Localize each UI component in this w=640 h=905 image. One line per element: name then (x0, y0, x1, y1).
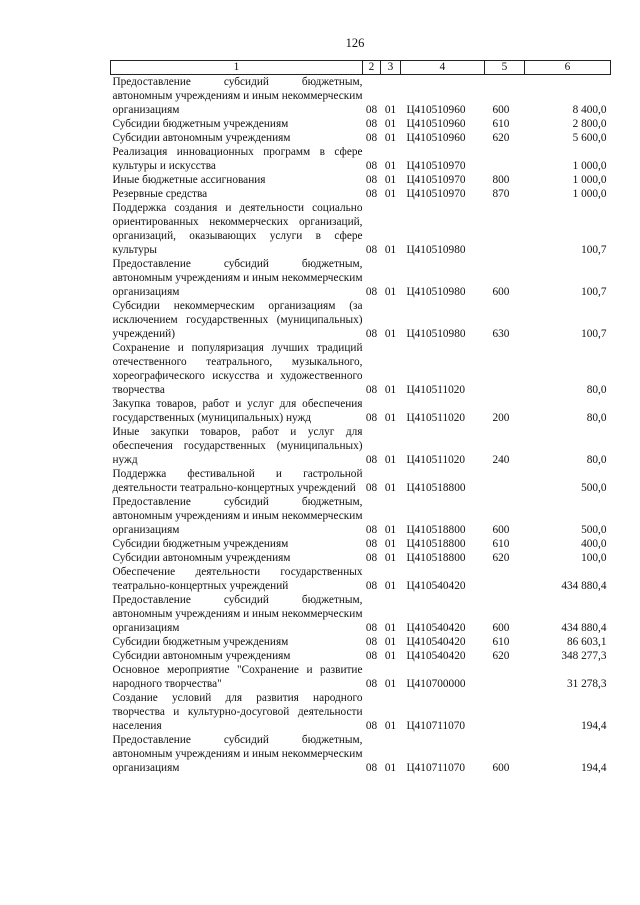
row-target-article: Ц410540420 (406, 650, 466, 662)
row-target-article: Ц410711070 (406, 720, 466, 732)
row-name: Обеспечение деятельности государственных театрально-концертных учреждений (112, 566, 363, 592)
row-target-article: Ц410510980 (406, 286, 466, 298)
row-section: 08 (365, 160, 378, 172)
row-amount: 1 000,0 (572, 160, 607, 172)
row-target-article: Ц410540420 (406, 622, 466, 634)
table-row (111, 593, 611, 635)
row-amount: 100,0 (581, 552, 607, 564)
row-section: 08 (365, 174, 378, 186)
table-row (111, 691, 611, 733)
row-subsection: 01 (384, 132, 397, 144)
table-row (111, 75, 611, 118)
row-subsection: 01 (384, 524, 397, 536)
page-number: 126 (345, 36, 365, 50)
row-subsection: 01 (384, 636, 397, 648)
row-subsection: 01 (384, 244, 397, 256)
row-amount: 31 278,3 (566, 678, 607, 690)
row-section: 08 (365, 580, 378, 592)
row-expense-type: 630 (492, 328, 510, 340)
header-col-3: 3 (381, 61, 401, 75)
table-row (111, 495, 611, 537)
table-body (111, 75, 611, 776)
row-name: Субсидии автономным учреждениям (112, 132, 291, 144)
budget-table (110, 60, 611, 775)
table-row (111, 257, 611, 299)
row-section: 08 (365, 678, 378, 690)
row-subsection: 01 (384, 104, 397, 116)
row-target-article: Ц410540420 (406, 580, 466, 592)
table-row (111, 131, 611, 145)
row-target-article: Ц410510970 (406, 174, 466, 186)
row-name: Субсидии некоммерческим организациям (за исключением государственных (муниципальных) учреждений) (112, 300, 363, 340)
row-section: 08 (365, 118, 378, 130)
row-amount: 1 000,0 (572, 188, 607, 200)
table-row (111, 425, 611, 467)
row-expense-type: 610 (492, 538, 510, 550)
row-amount: 1 000,0 (572, 174, 607, 186)
row-subsection: 01 (384, 454, 397, 466)
row-subsection: 01 (384, 118, 397, 130)
row-expense-type: 200 (492, 412, 510, 424)
header-col-5: 5 (485, 61, 525, 75)
row-subsection: 01 (384, 174, 397, 186)
row-target-article: Ц410518800 (406, 552, 466, 564)
table-row (111, 551, 611, 565)
row-expense-type (485, 201, 525, 257)
header-col-4: 4 (401, 61, 485, 75)
table-row (111, 145, 611, 173)
row-expense-type: 610 (492, 118, 510, 130)
row-name: Предоставление субсидий бюджетным, автономным учреждениям и иным некоммерческим организациям (112, 594, 363, 634)
row-amount: 80,0 (586, 454, 607, 466)
row-section: 08 (365, 454, 378, 466)
table-row (111, 649, 611, 663)
table-row (111, 663, 611, 691)
header-col-1: 1 (111, 61, 363, 75)
row-section: 08 (365, 650, 378, 662)
row-section: 08 (365, 552, 378, 564)
row-target-article: Ц410511020 (406, 412, 466, 424)
row-amount: 8 400,0 (572, 104, 607, 116)
row-expense-type: 600 (492, 622, 510, 634)
row-expense-type (485, 663, 525, 691)
row-subsection: 01 (384, 188, 397, 200)
row-name: Иные бюджетные ассигнования (112, 174, 266, 186)
row-subsection: 01 (384, 538, 397, 550)
row-subsection: 01 (384, 678, 397, 690)
row-name: Поддержка фестивальной и гастрольной деятельности театрально-концертных учреждений (112, 468, 363, 494)
row-section: 08 (365, 412, 378, 424)
row-amount: 80,0 (586, 412, 607, 424)
table-header (111, 61, 611, 75)
row-expense-type: 600 (492, 286, 510, 298)
row-amount: 500,0 (581, 482, 607, 494)
row-expense-type: 620 (492, 552, 510, 564)
row-amount: 434 880,4 (561, 622, 607, 634)
row-amount: 100,7 (581, 244, 607, 256)
row-amount: 348 277,3 (561, 650, 607, 662)
row-section: 08 (365, 132, 378, 144)
row-amount: 100,7 (581, 328, 607, 340)
row-amount: 400,0 (581, 538, 607, 550)
row-expense-type (485, 467, 525, 495)
table-row (111, 733, 611, 775)
row-expense-type: 870 (492, 188, 510, 200)
row-expense-type: 600 (492, 524, 510, 536)
row-name: Предоставление субсидий бюджетным, автономным учреждениям и иным некоммерческим организациям (112, 258, 363, 298)
row-target-article: Ц410511020 (406, 454, 466, 466)
row-target-article: Ц410518800 (406, 538, 466, 550)
table-row (111, 397, 611, 425)
row-amount: 194,4 (581, 762, 607, 774)
row-section: 08 (365, 104, 378, 116)
row-subsection: 01 (384, 328, 397, 340)
row-name: Основное мероприятие "Сохранение и развитие народного творчества" (112, 664, 363, 690)
row-amount: 194,4 (581, 720, 607, 732)
row-target-article: Ц410510970 (406, 160, 466, 172)
row-amount: 80,0 (586, 384, 607, 396)
row-target-article: Ц410700000 (406, 678, 466, 690)
row-expense-type (485, 341, 525, 397)
row-section: 08 (365, 538, 378, 550)
row-subsection: 01 (384, 482, 397, 494)
row-name: Предоставление субсидий бюджетным, автономным учреждениям и иным некоммерческим организациям (112, 734, 363, 774)
row-target-article: Ц410711070 (406, 762, 466, 774)
row-expense-type: 610 (492, 636, 510, 648)
row-expense-type (485, 565, 525, 593)
row-amount: 2 800,0 (572, 118, 607, 130)
row-section: 08 (365, 762, 378, 774)
row-name: Резервные средства (112, 188, 208, 200)
row-name: Поддержка создания и деятельности социально ориентированных некоммерческих организаций, организаций, оказывающих услуги в сфере культуры (112, 202, 363, 256)
table-row (111, 299, 611, 341)
row-name: Реализация инновационных программ в сфере культуры и искусства (112, 146, 363, 172)
row-expense-type: 600 (492, 762, 510, 774)
row-expense-type (485, 691, 525, 733)
row-subsection: 01 (384, 552, 397, 564)
table-row (111, 117, 611, 131)
row-subsection: 01 (384, 286, 397, 298)
row-name: Предоставление субсидий бюджетным, автономным учреждениям и иным некоммерческим организациям (112, 496, 363, 536)
row-name: Предоставление субсидий бюджетным, автономным учреждениям и иным некоммерческим организациям (112, 76, 363, 116)
row-amount: 5 600,0 (572, 132, 607, 144)
table-row (111, 173, 611, 187)
row-section: 08 (365, 384, 378, 396)
row-section: 08 (365, 622, 378, 634)
row-subsection: 01 (384, 384, 397, 396)
row-amount: 100,7 (581, 286, 607, 298)
table-row (111, 565, 611, 593)
row-name: Создание условий для развития народного творчества и культурно-досуговой деятельности населения (112, 692, 363, 732)
row-name: Иные закупки товаров, работ и услуг для обеспечения государственных (муниципальных) нужд (112, 426, 363, 466)
row-target-article: Ц410510960 (406, 132, 466, 144)
row-amount: 500,0 (581, 524, 607, 536)
row-name: Субсидии бюджетным учреждениям (112, 636, 289, 648)
row-expense-type: 600 (492, 104, 510, 116)
row-section: 08 (365, 286, 378, 298)
row-subsection: 01 (384, 160, 397, 172)
row-target-article: Ц410510960 (406, 104, 466, 116)
row-target-article: Ц410510980 (406, 244, 466, 256)
row-section: 08 (365, 188, 378, 200)
row-section: 08 (365, 244, 378, 256)
row-subsection: 01 (384, 650, 397, 662)
row-target-article: Ц410511020 (406, 384, 466, 396)
row-section: 08 (365, 636, 378, 648)
table-row (111, 537, 611, 551)
row-target-article: Ц410540420 (406, 636, 466, 648)
row-section: 08 (365, 328, 378, 340)
table-row (111, 187, 611, 201)
row-expense-type: 620 (492, 650, 510, 662)
row-expense-type (485, 145, 525, 173)
row-name: Закупка товаров, работ и услуг для обеспечения государственных (муниципальных) нужд (112, 398, 363, 424)
table-row (111, 201, 611, 257)
table-row (111, 467, 611, 495)
row-section: 08 (365, 720, 378, 732)
row-section: 08 (365, 524, 378, 536)
row-subsection: 01 (384, 412, 397, 424)
row-subsection: 01 (384, 622, 397, 634)
row-amount: 86 603,1 (566, 636, 607, 648)
row-subsection: 01 (384, 762, 397, 774)
row-target-article: Ц410518800 (406, 482, 466, 494)
row-target-article: Ц410510960 (406, 118, 466, 130)
table-row (111, 341, 611, 397)
row-name: Сохранение и популяризация лучших традиций отечественного театрального, музыкального, хореографического искусства и художественного творчества (112, 342, 363, 396)
header-col-2: 2 (363, 61, 381, 75)
header-col-6: 6 (525, 61, 611, 75)
row-expense-type: 240 (492, 454, 510, 466)
row-subsection: 01 (384, 720, 397, 732)
row-target-article: Ц410510970 (406, 188, 466, 200)
row-section: 08 (365, 482, 378, 494)
row-amount: 434 880,4 (561, 580, 607, 592)
row-name: Субсидии автономным учреждениям (112, 552, 291, 564)
row-name: Субсидии автономным учреждениям (112, 650, 291, 662)
row-target-article: Ц410510980 (406, 328, 466, 340)
row-name: Субсидии бюджетным учреждениям (112, 538, 289, 550)
row-expense-type: 620 (492, 132, 510, 144)
table-row (111, 635, 611, 649)
row-name: Субсидии бюджетным учреждениям (112, 118, 289, 130)
row-target-article: Ц410518800 (406, 524, 466, 536)
row-expense-type: 800 (492, 174, 510, 186)
row-subsection: 01 (384, 580, 397, 592)
